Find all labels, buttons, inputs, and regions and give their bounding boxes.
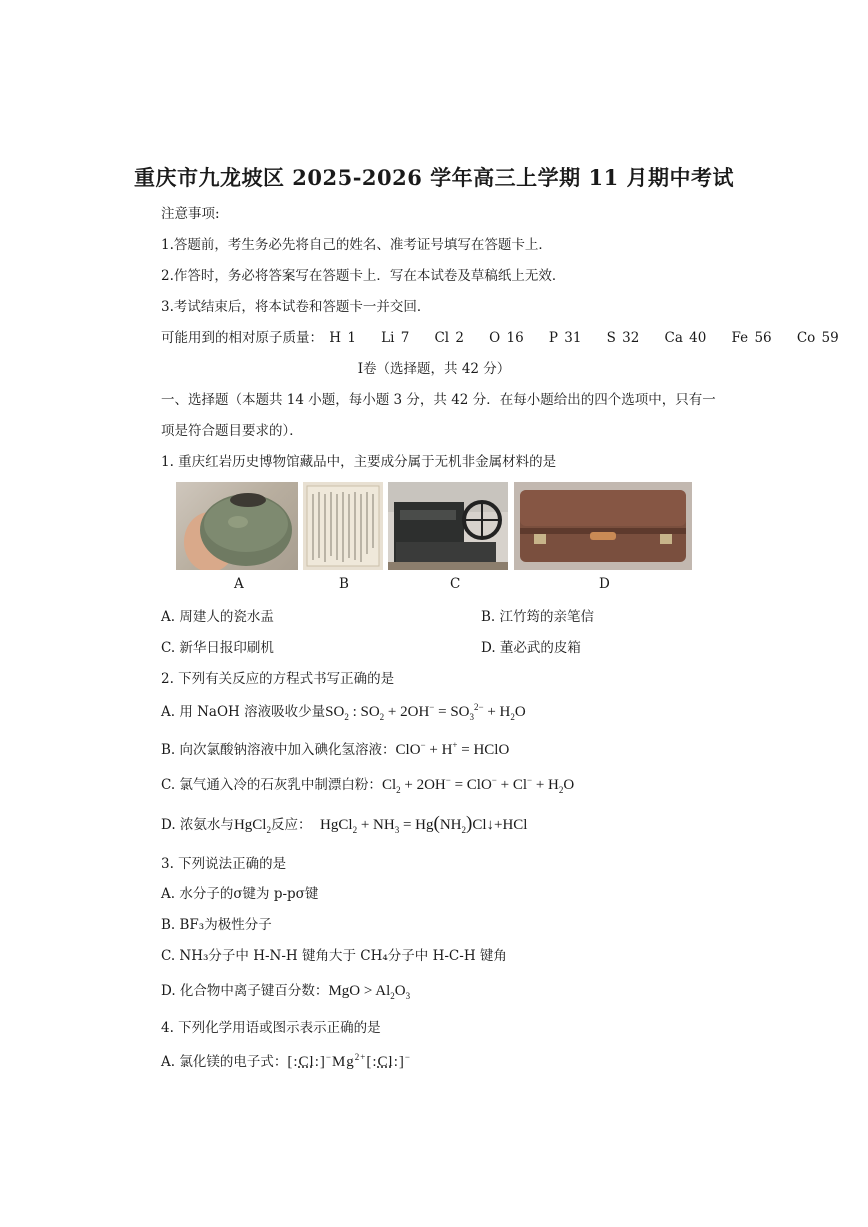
q1-image-label-a: A xyxy=(234,576,244,592)
q2-option-c: C. 氯气通入冷的石灰乳中制漂白粉：$Cl_2 + 2OH^- = ClO^- + Cl^- + H_2O$ xyxy=(161,775,575,795)
q2-stem: 2. 下列有关反应的方程式书写正确的是 xyxy=(161,671,395,687)
q2-option-c-formula: $Cl_2 + 2OH^- = ClO^- + Cl^- + H_2O$ xyxy=(381,775,575,795)
q1-stem: 1. 重庆红岩历史博物馆藏品中，主要成分属于无机非金属材料的是 xyxy=(161,454,557,470)
notice-item-2: 2.作答时，务必将答案写在答题卡上．写在本试卷及草稿纸上无效． xyxy=(161,268,566,284)
q1-option-d: D. 董必武的皮箱 xyxy=(481,640,581,656)
q2-option-a-formula: $SO_2$ : $SO_2 + 2OH^- = SO_3^{2-} + H_2O$ xyxy=(325,702,526,722)
q1-image-label-c: C xyxy=(450,576,461,592)
q3-option-c: C. NH₃分子中 H-N-H 键角大于 CH₄分子中 H-C-H 键角 xyxy=(161,948,507,964)
part-intro-line-2: 项是符合题目要求的）． xyxy=(161,423,303,439)
q1-image-label-d: D xyxy=(599,576,610,592)
page-title: 重庆市九龙坡区 2025-2026 学年高三上学期 11 月期中考试 xyxy=(133,165,735,190)
q4-option-a: A. 氯化镁的电子式：$[:Cl:]^-Mg^{2+}[:Cl:]^-$ xyxy=(161,1052,411,1070)
atomic-masses-line: 可能用到的相对原子质量： H 1 Li 7 Cl 2 O 16 P 31 S 32 Ca 40 Fe 56 Co 59 xyxy=(161,330,839,346)
notice-item-1: 1.答题前，考生务必先将自己的姓名、准考证号填写在答题卡上． xyxy=(161,237,552,253)
q1-image-label-b: B xyxy=(339,576,349,592)
part-intro-line-1: 一、选择题（本题共 14 小题，每小题 3 分，共 42 分．在每小题给出的四个选项中，只有一 xyxy=(161,392,716,408)
q3-stem: 3. 下列说法正确的是 xyxy=(161,856,287,872)
q2-option-b-formula: ClO− + H+ = HClO xyxy=(395,740,510,758)
section-title: Ⅰ卷（选择题，共 42 分） xyxy=(357,361,511,377)
printing-press-image xyxy=(388,482,508,570)
leather-suitcase-image xyxy=(514,482,692,570)
q2-option-b: B. 向次氯酸钠溶液中加入碘化氢溶液：ClO− + H+ = HClO xyxy=(161,740,510,758)
notice-item-3: 3.考试结束后，将本试卷和答题卡一并交回． xyxy=(161,299,431,315)
q1-option-b: B. 江竹筠的亲笔信 xyxy=(481,609,595,625)
q1-option-c: C. 新华日报印刷机 xyxy=(161,640,274,656)
q2-option-a: A. 用 NaOH 溶液吸收少量$SO_2$ : $SO_2 + 2OH^- = SO_3^{2-} + H_2O$ xyxy=(161,702,526,722)
q1-option-a: A. 周建人的瓷水盂 xyxy=(161,609,274,625)
q2-option-d-formula: HgCl$_2$ + $NH_3$ = $Hg(NH_2)Cl↓+HCl$ xyxy=(320,813,528,835)
notice-heading: 注意事项: xyxy=(161,206,220,222)
q2-option-d: D. 浓氨水与HgCl$_2$反应： HgCl$_2$ + $NH_3$ = $Hg(NH_2)Cl↓+HCl$ xyxy=(161,813,528,835)
atomic-masses-label: 可能用到的相对原子质量： xyxy=(161,330,323,346)
porcelain-water-jar-image xyxy=(176,482,298,570)
handwritten-letter-image xyxy=(303,482,383,570)
q3-option-d-formula: MgO > $Al_2O_3$ xyxy=(328,983,411,1001)
q3-option-d: D. 化合物中离子键百分数：MgO > $Al_2O_3$ xyxy=(161,983,411,1001)
q4-stem: 4. 下列化学用语或图示表示正确的是 xyxy=(161,1020,381,1036)
q3-option-a: A. 水分子的σ键为 p-pσ键 xyxy=(161,886,319,902)
q3-option-b: B. BF₃为极性分子 xyxy=(161,917,272,933)
electron-dot-formula: $[:Cl:]^-Mg^{2+}[:Cl:]^-$ xyxy=(287,1052,411,1070)
